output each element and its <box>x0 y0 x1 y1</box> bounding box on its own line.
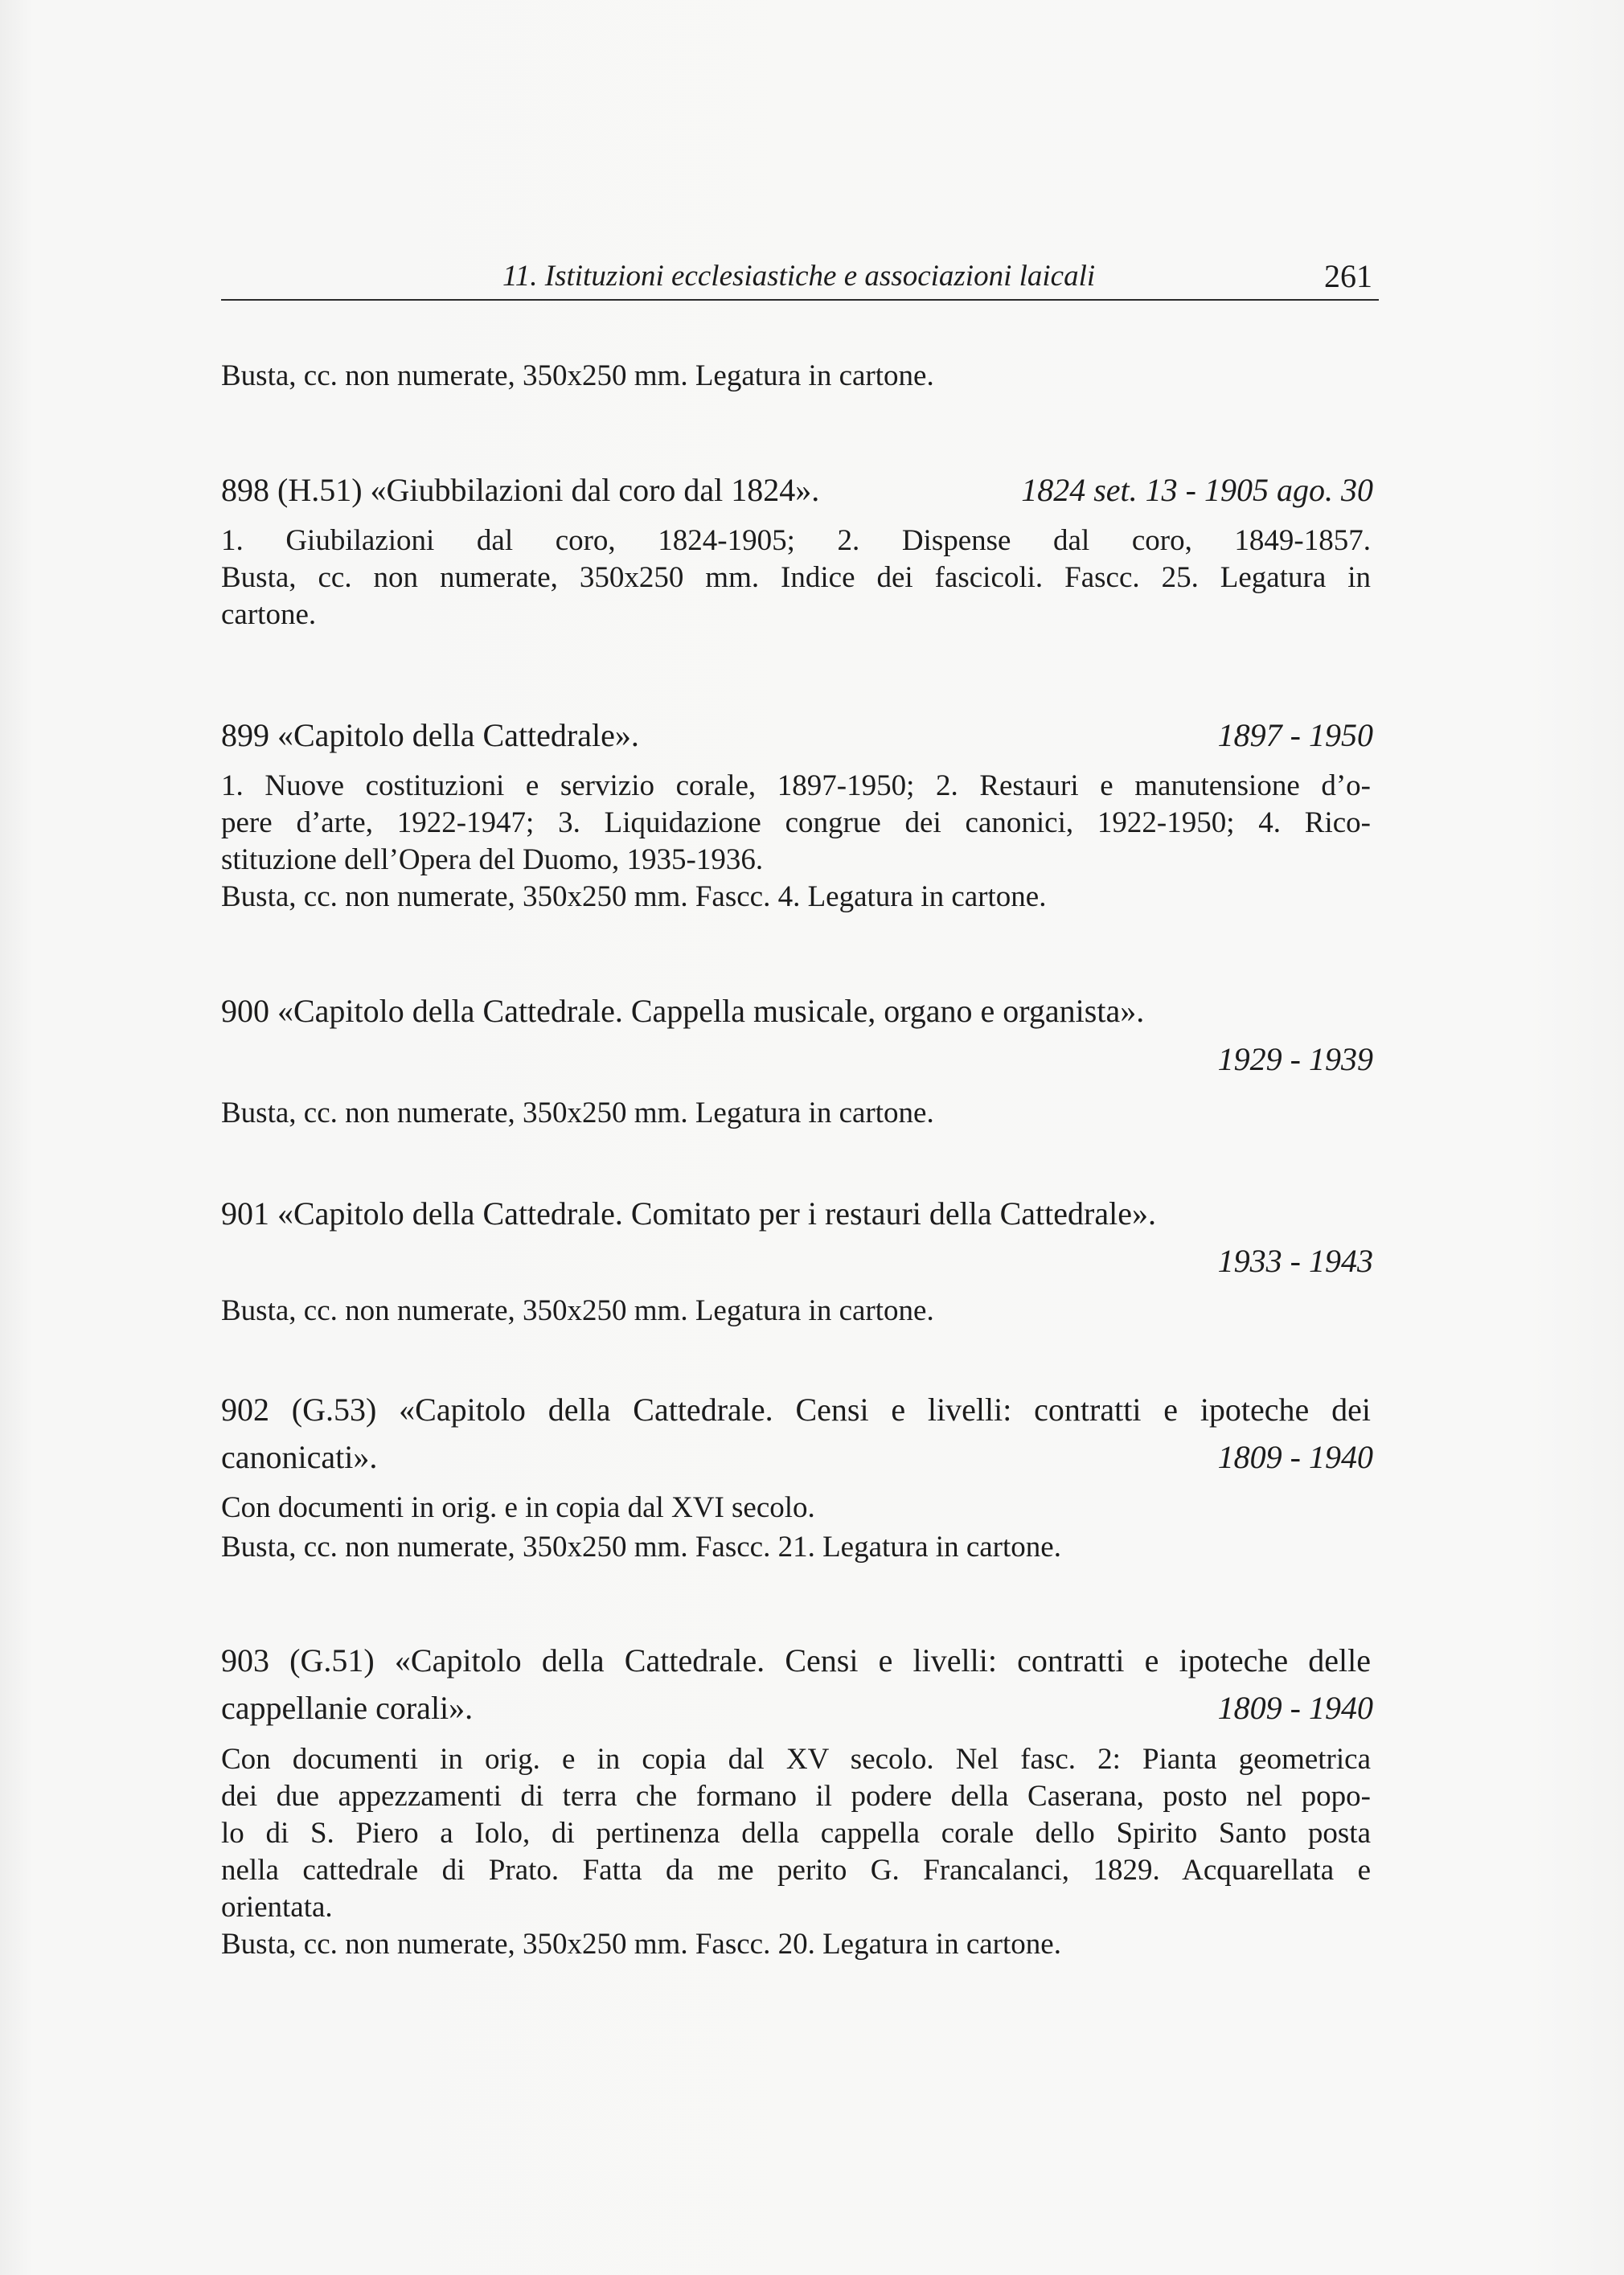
entry-901-date: 1933 - 1943 <box>1217 1243 1373 1279</box>
entry-903-title: 903 (G.51) «Capitolo della Cattedrale. Censi e livelli: contratti e ipoteche delle <box>221 1642 1371 1679</box>
entry-description-line: 1. Giubilazioni dal coro, 1824-1905; 2. Dispense dal coro, 1849-1857. <box>221 524 1371 557</box>
entry-description-line: lo di S. Piero a Iolo, di pertinenza della cappella corale dello Spirito Santo posta <box>221 1817 1371 1850</box>
entry-description-line: pere d’arte, 1922-1947; 3. Liquidazione congrue dei canonici, 1922-1950; 4. Rico- <box>221 806 1371 839</box>
entry-description-line: stituzione dell’Opera del Duomo, 1935-1936. <box>221 843 764 876</box>
entry-description-line: Busta, cc. non numerate, 350x250 mm. Fascc. 21. Legatura in cartone. <box>221 1531 1061 1564</box>
entry-902-title-cont: canonicati». <box>221 1439 378 1475</box>
entry-902-title: 902 (G.53) «Capitolo della Cattedrale. Censi e livelli: contratti e ipoteche dei <box>221 1392 1371 1428</box>
entry-899-date: 1897 - 1950 <box>1217 717 1373 753</box>
entry-description-line: Busta, cc. non numerate, 350x250 mm. Fascc. 4. Legatura in cartone. <box>221 880 1047 913</box>
entry-description-line: Busta, cc. non numerate, 350x250 mm. Legatura in cartone. <box>221 1294 934 1327</box>
entry-description-line: Con documenti in orig. e in copia dal XVI secolo. <box>221 1491 815 1524</box>
entry-description-line: Busta, cc. non numerate, 350x250 mm. Legatura in cartone. <box>221 359 934 392</box>
entry-description-line: Busta, cc. non numerate, 350x250 mm. Indice dei fascicoli. Fascc. 25. Legatura in <box>221 561 1371 594</box>
entry-902-date: 1809 - 1940 <box>1217 1439 1373 1475</box>
entry-description-line: 1. Nuove costituzioni e servizio corale, 1897-1950; 2. Restauri e manutensione d’o- <box>221 769 1371 802</box>
running-header <box>221 254 1379 301</box>
entry-description-line: Busta, cc. non numerate, 350x250 mm. Fascc. 20. Legatura in cartone. <box>221 1928 1061 1961</box>
entry-description-line: orientata. <box>221 1891 333 1924</box>
entry-description-line: dei due appezzamenti di terra che formano il podere della Caserana, posto nel popo- <box>221 1780 1371 1813</box>
entry-description-line: cartone. <box>221 598 317 631</box>
entry-903-title-cont: cappellanie corali». <box>221 1690 474 1726</box>
entry-description-line: nella cattedrale di Prato. Fatta da me perito G. Francalanci, 1829. Acquarellata e <box>221 1854 1371 1887</box>
entry-900-title: 900 «Capitolo della Cattedrale. Cappella musicale, organo e organista». <box>221 993 1145 1029</box>
chapter-title: 11. Istituzioni ecclesiastiche e associazioni laicali <box>502 260 1096 293</box>
entry-description-line: Busta, cc. non numerate, 350x250 mm. Legatura in cartone. <box>221 1097 934 1129</box>
entry-description-line: Con documenti in orig. e in copia dal XV secolo. Nel fasc. 2: Pianta geometrica <box>221 1743 1371 1776</box>
entry-900-date: 1929 - 1939 <box>1217 1041 1373 1077</box>
page-number: 261 <box>1324 258 1372 294</box>
entry-899-title: 899 «Capitolo della Cattedrale». <box>221 717 639 753</box>
entry-901-title: 901 «Capitolo della Cattedrale. Comitato per i restauri della Cattedrale». <box>221 1195 1156 1232</box>
entry-903-date: 1809 - 1940 <box>1217 1690 1373 1726</box>
entry-898-date: 1824 set. 13 - 1905 ago. 30 <box>1021 472 1373 508</box>
entry-898-title: 898 (H.51) «Giubbilazioni dal coro dal 1824». <box>221 472 820 508</box>
